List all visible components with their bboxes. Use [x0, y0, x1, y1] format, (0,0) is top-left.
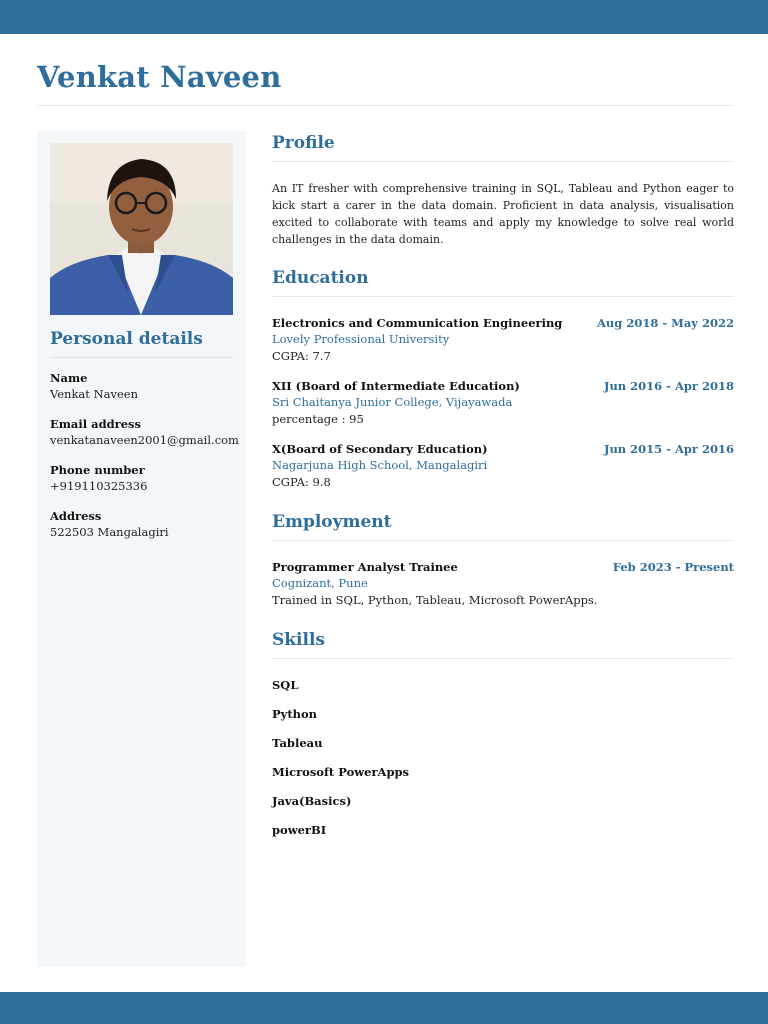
education-divider	[272, 296, 734, 297]
employment-divider	[272, 540, 734, 541]
education-entry	[272, 315, 734, 365]
personal-details-heading: Personal details	[50, 329, 203, 349]
education-grade: CGPA: 7.7	[272, 349, 331, 363]
sidebar	[37, 131, 246, 967]
employment-heading: Employment	[272, 512, 392, 532]
skill-item: Microsoft PowerApps	[272, 765, 410, 779]
skill-item: Tableau	[272, 736, 323, 750]
skill-item: Python	[272, 707, 318, 721]
detail-value: +919110325336	[50, 479, 148, 493]
skills-divider	[272, 658, 734, 659]
detail-name	[50, 371, 240, 402]
personal-details-divider	[50, 357, 233, 358]
skill-item: powerBI	[272, 823, 327, 837]
detail-address	[50, 509, 240, 540]
education-school: Sri Chaitanya Junior College, Vijayawada	[272, 395, 513, 409]
bottom-banner	[0, 992, 768, 1024]
title-divider	[37, 105, 734, 106]
education-entry	[272, 441, 734, 491]
education-school: Lovely Professional University	[272, 332, 450, 346]
education-degree: XII (Board of Intermediate Education)	[272, 379, 520, 393]
detail-value: venkatanaveen2001@gmail.com	[50, 433, 239, 447]
detail-email	[50, 417, 240, 448]
education-grade: CGPA: 9.8	[272, 475, 331, 489]
employment-role: Programmer Analyst Trainee	[272, 560, 458, 574]
detail-label: Email address	[50, 417, 141, 431]
resume-name: Venkat Naveen	[37, 60, 282, 94]
employment-company: Cognizant, Pune	[272, 576, 368, 590]
employment-description: Trained in SQL, Python, Tableau, Microsoft PowerApps.	[272, 593, 598, 607]
skills-heading: Skills	[272, 630, 326, 650]
education-degree: Electronics and Communication Engineering	[272, 316, 563, 330]
detail-phone	[50, 463, 240, 494]
education-date: Jun 2015 - Apr 2016	[604, 442, 734, 456]
employment-entry	[272, 559, 734, 609]
education-grade: percentage : 95	[272, 412, 364, 426]
education-date: Jun 2016 - Apr 2018	[604, 379, 734, 393]
detail-label: Address	[50, 509, 102, 523]
education-entry	[272, 378, 734, 428]
top-banner	[0, 0, 768, 34]
detail-label: Name	[50, 371, 88, 385]
detail-label: Phone number	[50, 463, 145, 477]
profile-photo	[50, 143, 233, 315]
profile-divider	[272, 161, 734, 162]
detail-value: 522503 Mangalagiri	[50, 525, 169, 539]
education-date: Aug 2018 - May 2022	[597, 316, 734, 330]
education-heading: Education	[272, 268, 369, 288]
profile-summary: An IT fresher with comprehensive training in SQL, Tableau and Python eager to kick start a carer in the data domain. Proficient in data analysis, visualisation excited to collaborate with teams and apply my knowledge to solve real world challenges in the data domain.	[272, 182, 734, 246]
portrait-illustration	[50, 143, 233, 315]
profile-heading: Profile	[272, 133, 335, 153]
skill-item: SQL	[272, 678, 299, 692]
employment-date: Feb 2023 - Present	[612, 560, 734, 574]
education-school: Nagarjuna High School, Mangalagiri	[272, 458, 488, 472]
skill-item: Java(Basics)	[272, 794, 352, 808]
education-degree: X(Board of Secondary Education)	[272, 442, 488, 456]
detail-value: Venkat Naveen	[50, 387, 138, 401]
